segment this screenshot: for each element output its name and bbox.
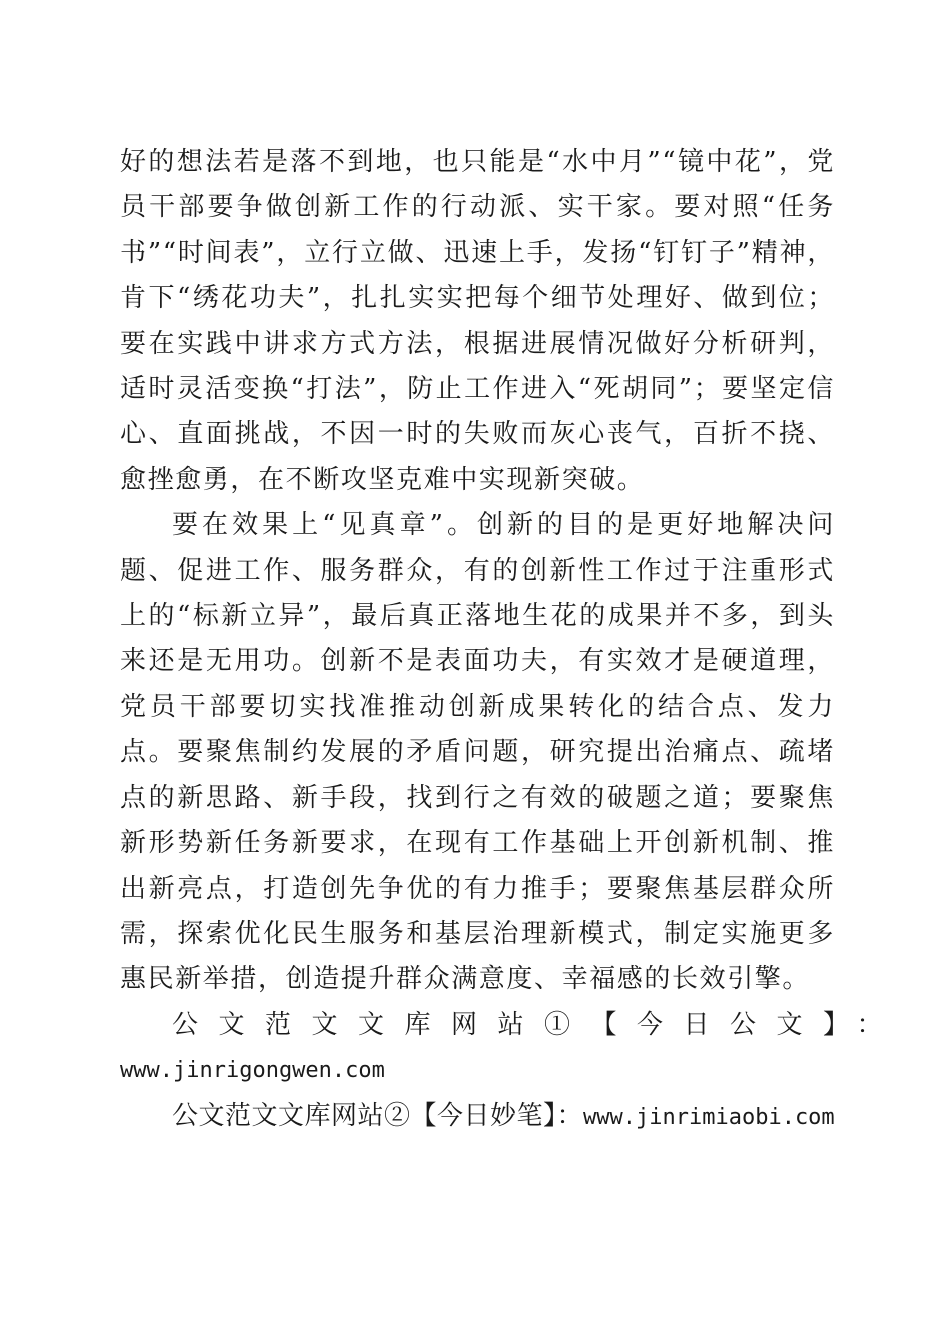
site-2-url[interactable]: www.jinrimiaobi.com: [583, 1104, 835, 1130]
document-body: [120, 140, 904, 1140]
paragraph-1: 好的想法若是落不到地，也只能是“水中月”“镜中花”，党员干部要争做创新工作的行动派、实干家。要对照“任务书”“时间表”，立行立做、迅速上手，发扬“钉钉子”精神，肯下“绣花功夫”，扎扎实实把每个细节处理好、做到位；要在实践中讲求方式方法，根据进展情况做好分析研判，适时灵活变换“打法”，防止工作进入“死胡同”；要坚定信心、直面挑战，不因一时的失败而灰心丧气，百折不挠、愈挫愈勇，在不断攻坚克难中实现新突破。: [120, 147, 835, 495]
site-2-label: 公文范文文库网站②【今日妙笔】：: [172, 1100, 584, 1131]
site-1-label: 公文范文文库网站①【今日公文】：: [172, 1009, 904, 1040]
paragraph-2: 要在效果上“见真章”。创新的目的是更好地解决问题、促进工作、服务群众，有的创新性工作过于注重形式上的“标新立异”，最后真正落地生花的成果并不多，到头来还是无用功。创新不是表面功夫，有实效才是硬道理，党员干部要切实找准推动创新成果转化的结合点、发力点。要聚焦制约发展的矛盾问题，研究提出治痛点、疏堵点的新思路、新手段，找到行之有效的破题之道；要聚焦新形势新任务新要求，在现有工作基础上开创新机制、推出新亮点，打造创先争优的有力推手；要聚焦基层群众所需，探索优化民生服务和基层治理新模式，制定实施更多惠民新举措，创造提升群众满意度、幸福感的长效引擎。: [120, 510, 835, 995]
site-2-line: [120, 1094, 835, 1140]
site-1-url[interactable]: www.jinrigongwen.com: [120, 1058, 385, 1084]
